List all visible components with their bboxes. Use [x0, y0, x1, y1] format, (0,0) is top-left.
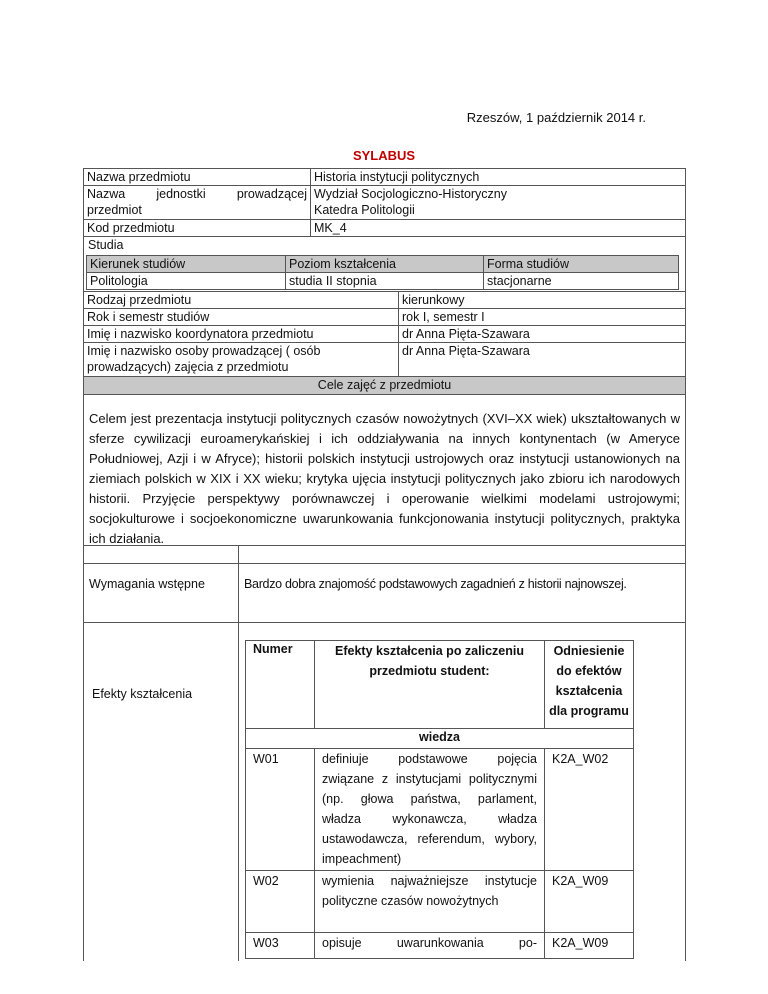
row-number: W02 [246, 871, 315, 933]
row-text: wymienia najważniejsze instytucje polityczne czasów nowożytnych [315, 871, 545, 933]
info-label: Nazwa jednostki prowadzącej przedmiot [84, 186, 311, 220]
requirements-label: Wymagania wstępne [84, 546, 239, 623]
efekty-table [245, 640, 634, 959]
info-value: Katedra Politologii [314, 203, 415, 217]
studia-table [86, 255, 679, 290]
detail-label: Imię i nazwisko osoby prowadzącej ( osób prowadzących) zajęcia z przedmiotu [84, 343, 399, 377]
efekty-header: Efekty kształcenia po zaliczeniu przedmiotu student: [315, 641, 545, 729]
detail-value: dr Anna Pięta-Szawara [399, 326, 686, 343]
row-number: W01 [246, 749, 315, 871]
studia-header: Forma studiów [484, 256, 679, 273]
page-cutoff [0, 961, 768, 994]
studia-value: studia II stopnia [286, 273, 484, 290]
info-label: Kod przedmiotu [84, 220, 311, 237]
table-row [246, 749, 634, 871]
efekty-header: Odniesienie do efektów kształcenia dla programu [545, 641, 634, 729]
details-table [83, 291, 686, 564]
detail-value: rok I, semestr I [399, 309, 686, 326]
efekty-section: wiedza [246, 729, 634, 749]
info-value: Historia instytucji politycznych [311, 169, 686, 186]
studia-value: Politologia [87, 273, 286, 290]
detail-label: Rok i semestr studiów [84, 309, 399, 326]
info-value: Wydział Socjologiczno-Historyczny [314, 187, 508, 201]
studia-header: Poziom kształcenia [286, 256, 484, 273]
document-title: SYLABUS [352, 148, 416, 163]
row-ref: K2A_W09 [545, 871, 634, 933]
row-text: definiuje podstawowe pojęcia związane z instytucjami politycznymi (np. głowa państwa, parlament, władza wykonawcza, władza ustawodawcza, referendum, wybory, impeachment) [315, 749, 545, 871]
detail-label: Imię i nazwisko koordynatora przedmiotu [84, 326, 399, 343]
cele-heading: Cele zajęć z przedmiotu [84, 377, 686, 395]
efekty-label: Efekty kształcenia [84, 623, 239, 963]
row-number: W03 [246, 933, 315, 959]
studia-value: stacjonarne [484, 273, 679, 290]
row-ref: K2A_W02 [545, 749, 634, 871]
studia-label: Studia [88, 238, 124, 252]
detail-value: kierunkowy [399, 292, 686, 309]
efekty-header: Numer [246, 641, 315, 729]
studia-header: Kierunek studiów [87, 256, 286, 273]
requirements-value: Bardzo dobra znajomość podstawowych zagadnień z historii najnowszej. [239, 546, 686, 623]
table-row [246, 933, 634, 959]
info-label: Nazwa przedmiotu [84, 169, 311, 186]
row-ref: K2A_W09 [545, 933, 634, 959]
row-text: opisuje uwarunkowania po- [315, 933, 545, 959]
document-date: Rzeszów, 1 październik 2014 r. [466, 110, 646, 125]
info-value: MK_4 [311, 220, 686, 237]
table-row [246, 871, 634, 933]
cele-text: Celem jest prezentacja instytucji politycznych czasów nowożytnych (XVI–XX wiek) ukształtowanych w sferze cywilizacji euroamerykańskiej i ich oddziaływania na innych kontynentach (w Ameryce Południowej, Azji i w Afryce); historii polskich instytucji ustrojowych oraz instytucji ustanowionych na ziemiach polskich w XIX i XX wieku; krytyka ujęcia instytucji politycznych jako zbioru ich narodowych historii. Przyjęcie perspektywy porównawczej i operowanie wielkimi modelami ustrojowymi; socjokulturowe i socjoekonomiczne uwarunkowania funkcjonowania instytucji politycznych, praktyka ich działania. [84, 395, 686, 564]
detail-label: Rodzaj przedmiotu [84, 292, 399, 309]
detail-value: dr Anna Pięta-Szawara [399, 343, 686, 377]
info-table [83, 168, 686, 237]
